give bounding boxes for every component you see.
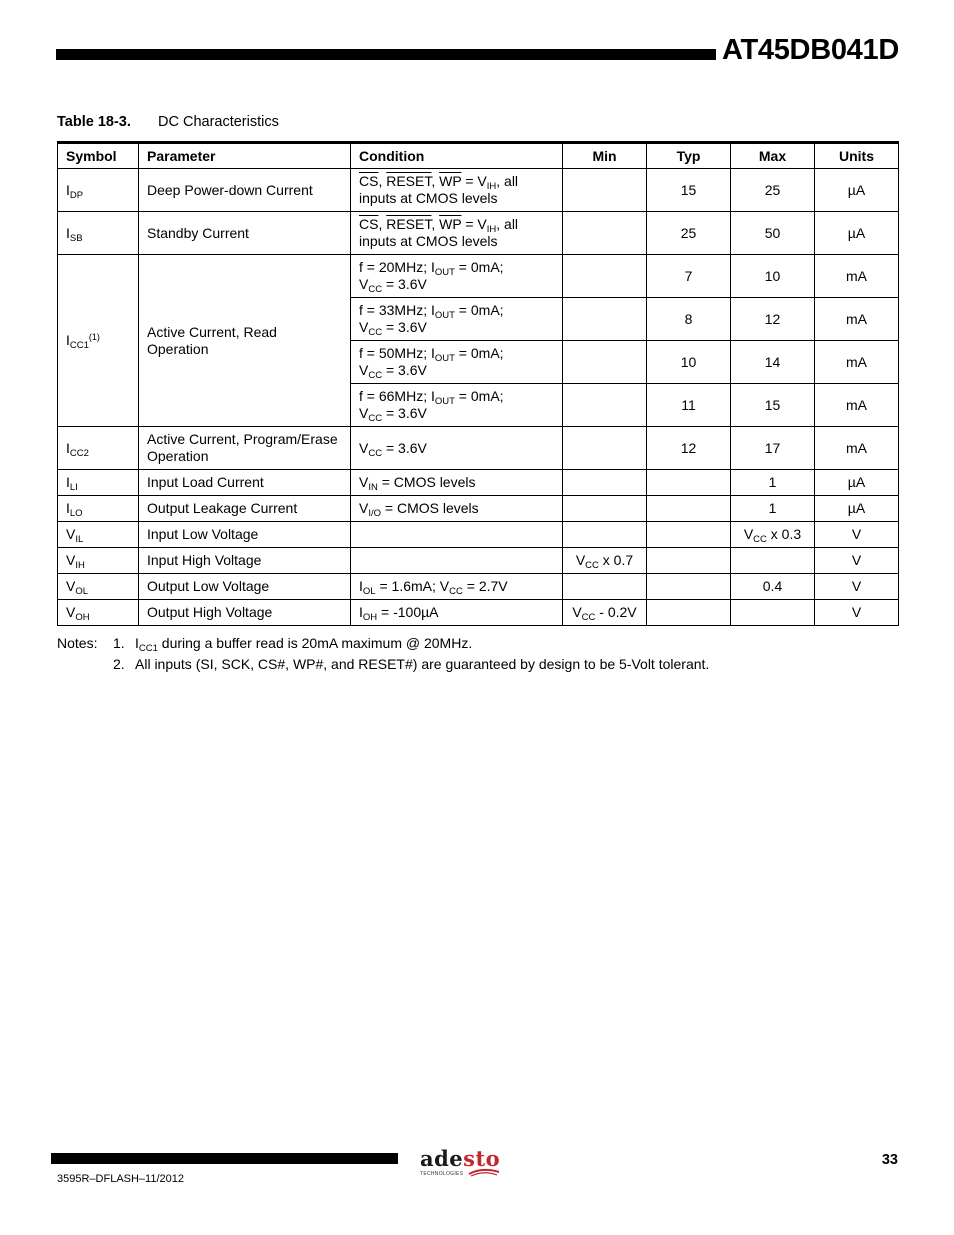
note-1: Notes: 1. $I_{CC1}$ during a buffer read is 20mA maximum @ 20MHz. bbox=[57, 635, 473, 654]
table-title: DC Characteristics bbox=[158, 114, 279, 130]
max-cell: 14 bbox=[731, 341, 815, 384]
typ-cell bbox=[647, 496, 731, 522]
table-row bbox=[58, 255, 899, 298]
condition-cell: $V_{I/O}$ = CMOS levels bbox=[351, 496, 563, 522]
min-cell bbox=[563, 169, 647, 212]
max-cell bbox=[731, 548, 815, 574]
document-code: 3595R–DFLASH–11/2012 bbox=[57, 1173, 184, 1185]
symbol-cell: $V_{IL}$ bbox=[58, 522, 139, 548]
condition-cell: f = 66MHz; $I_{OUT} = 0mA$; $V_{CC} = 3.6V$ bbox=[351, 384, 563, 427]
table-row bbox=[58, 600, 899, 626]
condition-cell bbox=[351, 522, 563, 548]
note-2: 2. All inputs (SI, SCK, CS#, WP#, and RESET#) are guaranteed by design to be 5-Volt tolerant. bbox=[113, 656, 710, 672]
table-row bbox=[58, 548, 899, 574]
condition-cell: $\overline{CS}$, RESET, $\overline{WP} = V_{IH}$, all inputs at CMOS levels bbox=[351, 212, 563, 255]
header-max: Max bbox=[731, 143, 815, 169]
table-notes bbox=[57, 633, 709, 675]
units-cell: µA bbox=[815, 496, 899, 522]
logo-subtitle: TECHNOLOGIES bbox=[420, 1171, 464, 1177]
symbol-cell: $V_{IH}$ bbox=[58, 548, 139, 574]
typ-cell bbox=[647, 522, 731, 548]
header-units: Units bbox=[815, 143, 899, 169]
footer-rule bbox=[51, 1153, 398, 1164]
min-cell bbox=[563, 384, 647, 427]
max-cell: 1 bbox=[731, 470, 815, 496]
min-cell bbox=[563, 341, 647, 384]
max-cell: 17 bbox=[731, 427, 815, 470]
units-cell: µA bbox=[815, 169, 899, 212]
units-cell: mA bbox=[815, 255, 899, 298]
typ-cell: 8 bbox=[647, 298, 731, 341]
table-row bbox=[58, 496, 899, 522]
parameter-cell: Input Low Voltage bbox=[139, 522, 351, 548]
max-cell: 12 bbox=[731, 298, 815, 341]
parameter-cell: Output Leakage Current bbox=[139, 496, 351, 522]
adesto-logo: adesto TECHNOLOGIES bbox=[420, 1148, 504, 1182]
header-symbol: Symbol bbox=[58, 143, 139, 169]
header-parameter: Parameter bbox=[139, 143, 351, 169]
parameter-cell: Input High Voltage bbox=[139, 548, 351, 574]
condition-cell: $V_{CC} = 3.6V$ bbox=[351, 427, 563, 470]
symbol-cell: $I_{CC1}^{(1)}$ bbox=[58, 255, 139, 427]
parameter-cell: Active Current, Program/Erase Operation bbox=[139, 427, 351, 470]
typ-cell bbox=[647, 600, 731, 626]
table-header-row bbox=[58, 143, 899, 169]
units-cell: V bbox=[815, 600, 899, 626]
min-cell bbox=[563, 470, 647, 496]
typ-cell bbox=[647, 574, 731, 600]
min-cell bbox=[563, 522, 647, 548]
footnote-ref: (1) bbox=[88, 332, 100, 342]
typ-cell: 10 bbox=[647, 341, 731, 384]
min-cell bbox=[563, 255, 647, 298]
max-cell: 1 bbox=[731, 496, 815, 522]
max-cell bbox=[731, 600, 815, 626]
min-cell: $V_{CC}$ x 0.7 bbox=[563, 548, 647, 574]
max-cell: 10 bbox=[731, 255, 815, 298]
units-cell: mA bbox=[815, 384, 899, 427]
table-row bbox=[58, 427, 899, 470]
min-cell bbox=[563, 427, 647, 470]
symbol-cell: $I_{CC2}$ bbox=[58, 427, 139, 470]
header-typ: Typ bbox=[647, 143, 731, 169]
table-row bbox=[58, 522, 899, 548]
header-condition: Condition bbox=[351, 143, 563, 169]
units-cell: µA bbox=[815, 470, 899, 496]
condition-cell: f = 50MHz; $I_{OUT} = 0mA$; $V_{CC} = 3.6V$ bbox=[351, 341, 563, 384]
table-row bbox=[58, 212, 899, 255]
header-min: Min bbox=[563, 143, 647, 169]
page-number: 33 bbox=[881, 1152, 898, 1168]
parameter-cell: Active Current, Read Operation bbox=[139, 255, 351, 427]
condition-cell: $\overline{CS}$, RESET, $\overline{WP} = V_{IH}$, all inputs at CMOS levels bbox=[351, 169, 563, 212]
table-caption bbox=[57, 114, 279, 130]
document-title: AT45DB041D bbox=[722, 34, 899, 66]
condition-cell: $I_{OH} = -100\mu A$ bbox=[351, 600, 563, 626]
symbol-cell: $V_{OL}$ bbox=[58, 574, 139, 600]
parameter-cell: Output High Voltage bbox=[139, 600, 351, 626]
header-rule bbox=[56, 49, 716, 60]
condition-cell bbox=[351, 548, 563, 574]
max-cell: 15 bbox=[731, 384, 815, 427]
typ-cell: 7 bbox=[647, 255, 731, 298]
units-cell: V bbox=[815, 574, 899, 600]
max-cell: 50 bbox=[731, 212, 815, 255]
units-cell: mA bbox=[815, 298, 899, 341]
typ-cell bbox=[647, 470, 731, 496]
units-cell: V bbox=[815, 522, 899, 548]
symbol-cell: $V_{OH}$ bbox=[58, 600, 139, 626]
table-number: Table 18-3. bbox=[57, 114, 131, 130]
table-row bbox=[58, 574, 899, 600]
typ-cell: 12 bbox=[647, 427, 731, 470]
swoosh-icon bbox=[468, 1168, 500, 1178]
typ-cell: 25 bbox=[647, 212, 731, 255]
notes-label: Notes: bbox=[57, 635, 98, 651]
parameter-cell: Standby Current bbox=[139, 212, 351, 255]
min-cell bbox=[563, 298, 647, 341]
units-cell: µA bbox=[815, 212, 899, 255]
condition-cell: f = 20MHz; $I_{OUT} = 0mA$; $V_{CC} = 3.6V$ bbox=[351, 255, 563, 298]
typ-cell: 11 bbox=[647, 384, 731, 427]
parameter-cell: Input Load Current bbox=[139, 470, 351, 496]
min-cell bbox=[563, 212, 647, 255]
symbol-cell: $I_{SB}$ bbox=[58, 212, 139, 255]
units-cell: V bbox=[815, 548, 899, 574]
min-cell bbox=[563, 574, 647, 600]
typ-cell: 15 bbox=[647, 169, 731, 212]
symbol-cell: $I_{DP}$ bbox=[58, 169, 139, 212]
table-row bbox=[58, 169, 899, 212]
symbol-cell: $I_{LO}$ bbox=[58, 496, 139, 522]
condition-cell: $V_{IN}$ = CMOS levels bbox=[351, 470, 563, 496]
units-cell: mA bbox=[815, 341, 899, 384]
typ-cell bbox=[647, 548, 731, 574]
parameter-cell: Output Low Voltage bbox=[139, 574, 351, 600]
table-row bbox=[58, 470, 899, 496]
dc-characteristics-table bbox=[57, 141, 899, 626]
parameter-cell: Deep Power-down Current bbox=[139, 169, 351, 212]
min-cell: $V_{CC} - 0.2V$ bbox=[563, 600, 647, 626]
units-cell: mA bbox=[815, 427, 899, 470]
min-cell bbox=[563, 496, 647, 522]
symbol-cell: $I_{LI}$ bbox=[58, 470, 139, 496]
max-cell: 0.4 bbox=[731, 574, 815, 600]
max-cell: $V_{CC}$ x 0.3 bbox=[731, 522, 815, 548]
condition-cell: $I_{OL} = 1.6mA$; $V_{CC} = 2.7V$ bbox=[351, 574, 563, 600]
condition-cell: f = 33MHz; $I_{OUT} = 0mA$; $V_{CC} = 3.6V$ bbox=[351, 298, 563, 341]
max-cell: 25 bbox=[731, 169, 815, 212]
